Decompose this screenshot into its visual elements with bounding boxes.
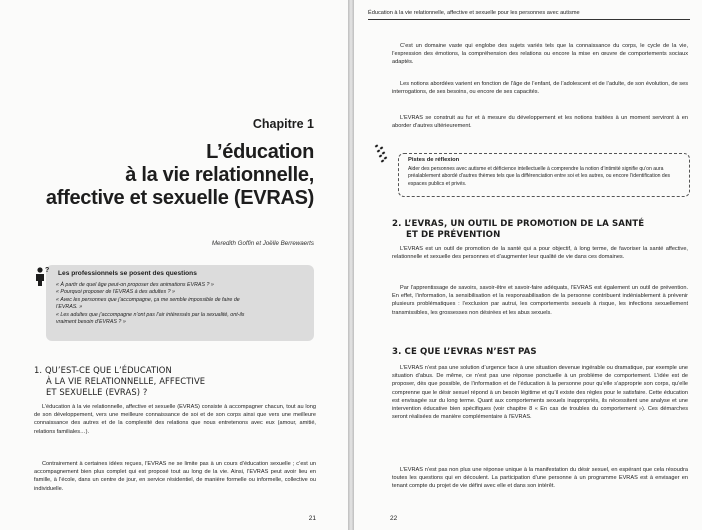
body-paragraph-text: L’EVRAS n’est pas une solution d’urgence face à une situation devenue ingérable ou dramatique, par exemple une situation d’abus. De même, ce n’est pas une réponse ponctuelle à un problème de comportement. L’idée est de proposer, dès que possible, de l’information et de l’éducation à la personne pour qu’elle s’approprie son corps, qu’elle comprenne que le désir sexuel répond à un besoin légitime et qu’il existe des règles pour le satisfaire. Cette éducation est envisagée sur du long terme. Quant aux comportements sexuels inappropriés, ils nécessitent une analyse et une intervention éducative bien spécifiques (voir chapitre 8 « En cas de troubles du comportement »). Ces démarches seront réalisées de manière complémentaire à l’EVRAS. [392,365,688,421]
body-paragraph [34,460,316,493]
reflection-tips-text: Aider des personnes avec autisme et déficience intellectuelle à comprendre la notion d’intimité signifie qu’on aura préalablement abordé d’autres thèmes tels que la différenciation entre soi et les autres, ou encore l’identification des espaces publics et privés. [408,166,671,187]
chapter-authors: Meredith Goffin et Joëlle Berrewaerts [211,240,314,247]
chapter-label: Chapitre 1 [252,117,314,131]
body-paragraph [392,42,688,67]
reflection-tips-title: Pistes de réflexion [408,157,460,163]
section-1-heading [34,365,314,397]
body-paragraph [392,245,688,261]
section-2-heading-line: 2. L’EVRAS, UN OUTIL DE PROMOTION DE LA SANTÉ [392,219,645,229]
section-1-heading-line: 1. QU’EST-CE QUE L’ÉDUCATION [34,365,172,375]
body-paragraph-text: L’EVRAS se construit au fur et à mesure du développement et les notions traitées à un moment serviront à en aborder d’autres ultérieurement. [392,115,688,130]
body-paragraph [392,364,688,421]
body-paragraph-text: Par l’apprentissage de savoirs, savoir-être et savoir-faire adéquats, l’EVRAS est également un outil de prévention. En effet, l’information, la sensibilisation et la responsabilisation de la personne contribuent indéniablement à prévenir plusieurs problématiques : l’exclusion par autrui, les comportements sexuels à risque, les infections sexuellement transmissibles, les grossesses non désirées et les abus sexuels. [392,285,688,316]
section-1-heading-line: ET SEXUELLE (EVRAS) ? [46,386,148,397]
body-paragraph-text: C’est un domaine vaste qui englobe des sujets variés tels que la connaissance du corps, le cycle de la vie, l’expression des émotions, la compréhension des relations ou encore la mise en œuvre de comportements sociaux adaptés. [392,43,688,66]
question-item: « Les adultes que j’accompagne n’ont pas l’air intéressés par la sexualité, ont-ils [56,311,245,318]
svg-text:?: ? [45,267,50,274]
body-paragraph [392,114,688,130]
chapter-title [24,141,314,210]
body-paragraph-text: L’EVRAS n’est pas non plus une réponse unique à la manifestation du désir sexuel, en espérant que cela résoudra toutes les questions qui en découlent. La participation d’une personne à un programme EVRAS est à envisager en tenant compte du projet de vie défini avec elle et dans son intérêt. [392,467,688,490]
professionals-questions-title: Les professionnels se posent des questions [58,270,197,277]
question-item: « Pourquoi proposer de l’EVRAS à des adultes ? » [56,289,175,296]
running-head: Éducation à la vie relationnelle, affective et sexuelle pour les personnes avec autisme [368,10,690,20]
person-question-icon [34,266,50,286]
right-page [354,0,702,530]
section-3-heading: 3. CE QUE L’EVRAS N’EST PAS [392,347,537,357]
section-1-heading-line: À LA VIE RELATIONNELLE, AFFECTIVE [46,375,206,386]
question-item: « Avec les personnes que j’accompagne, ça me semble impossible de faire de [56,296,240,303]
chapter-title-line: affective et sexuelle (EVRAS) [45,187,314,209]
body-paragraph [392,80,688,96]
body-paragraph-text: L’éducation à la vie relationnelle, affective et sexuelle (EVRAS) consiste à accompagner chacun, tout au long de son développement, vers une meilleure connaissance de soi et de son corps ainsi que vers une meilleure connaissance des autres et de la complexité des relations que nous entretenons avec eux (amour, amitié, relations familiales…). [34,404,316,435]
footprints-icon [373,144,395,166]
section-2-heading [392,219,688,241]
body-paragraph [34,403,316,436]
question-item: vraiment besoin d’EVRAS ? » [56,319,126,326]
page-number: 22 [390,515,398,522]
chapter-title-line: à la vie relationnelle, [125,164,314,186]
body-paragraph [392,284,688,317]
page-number: 21 [308,515,316,522]
question-item: l’EVRAS. » [56,304,83,311]
section-2-heading-line: ET DE PRÉVENTION [406,230,501,240]
body-paragraph-text: L’EVRAS est un outil de promotion de la santé qui a pour objectif, à long terme, de favoriser la santé affective, relationnelle et sexuelle des personnes et d’augmenter leur qualité de vie dans ces domaines. [392,246,688,261]
question-item: « À partir de quel âge peut-on proposer des animations EVRAS ? » [56,282,214,288]
chapter-title-line: L’éducation [206,141,314,163]
body-paragraph-text: Contrairement à certaines idées reçues, l’EVRAS ne se limite pas à un cours d’éducation sexuelle ; c’est un accompagnement bien plus complet qui est proposé tout au long de la vie. Ainsi, l’EVRAS peut avoir lieu en famille, à l’école, dans un centre de jour, en service résidentiel, de manière formelle ou informelle, collective ou individuelle. [34,461,316,492]
professionals-questions-list [56,282,308,326]
left-page [0,0,348,530]
body-paragraph [392,466,688,491]
body-paragraph-text: Les notions abordées varient en fonction de l’âge de l’enfant, de l’adolescent et de l’adulte, de son évolution, de ses interrogations, de ses besoins, ou encore de ses capacités. [392,81,688,96]
